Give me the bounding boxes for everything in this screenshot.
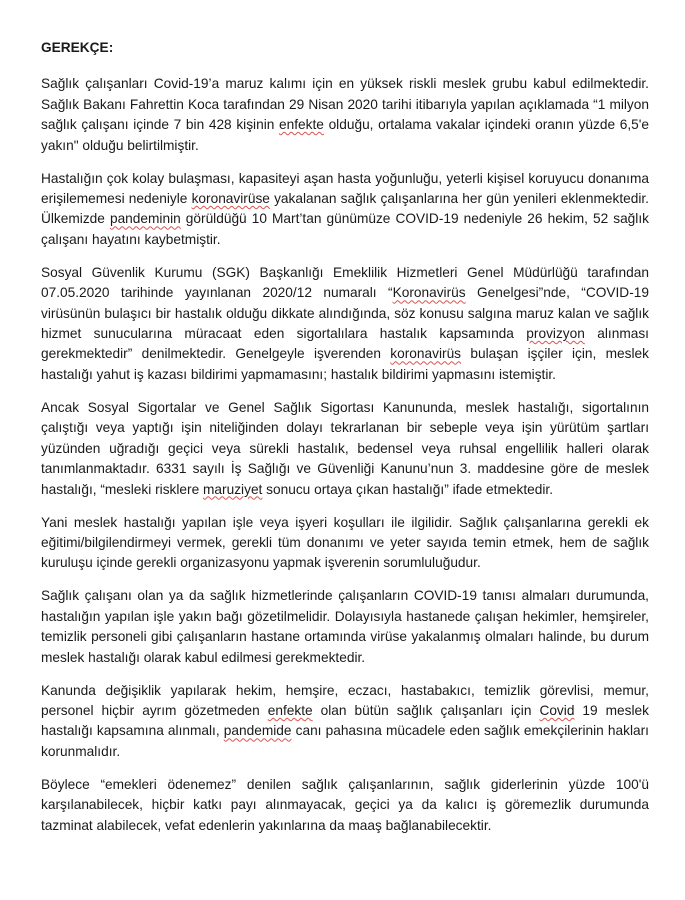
misspelled-word: pandeminin — [109, 211, 181, 227]
text-segment: Sosyal Güvenlik Kurumu (SGK) Başkanlığı Emeklilik Hizmetleri Genel Müdürlüğü tarafından 07.05.2020 tarihinde yayınlanan 2020/12 numaralı “ — [41, 264, 649, 301]
text-segment: Sağlık çalışanı olan ya da sağlık hizmetlerinde çalışanların COVID-19 tanısı almaları durumunda, hastalığın yapılan işle yakın bağı gözetilmelidir. Dolayısıyla hastanede çalışan hekimler, hemşireler, temizlik personeli gibi çalışanların hastane ortamında virüse yakalanmış olmaları halinde, bu durum meslek hastalığı olarak kabul edilmesi gerekmektedir. — [41, 588, 649, 665]
misspelled-word: koronavirüse — [191, 191, 270, 207]
misspelled-word: Covid — [539, 702, 575, 718]
paragraph-5 — [41, 513, 649, 574]
misspelled-word: provizyon — [526, 326, 585, 342]
text-segment: yakalanan sağlık çalışanlarına her gün yenileri eklenmektedir. Ülkemizde — [41, 191, 649, 227]
text-segment: olan bütün sağlık çalışanları için — [312, 702, 540, 718]
paragraph-4 — [41, 398, 649, 500]
paragraph-6 — [41, 586, 649, 668]
misspelled-word: pandemide — [223, 723, 292, 739]
text-segment: bulaşan işçiler için, meslek hastalığı yahut iş kazası bildirimi yapmamasını; hastalık bildirimi yapmasını istemiştir. — [41, 346, 649, 382]
paragraph-7 — [41, 681, 649, 763]
misspelled-word: enfekte — [279, 117, 324, 133]
misspelled-word: Koronavirüs — [392, 285, 466, 301]
text-segment: Ancak Sosyal Sigortalar ve Genel Sağlık Sigortası Kanununda, meslek hastalığı, sigortalının çalıştığı veya yaptığı işin niteliğinden dolayı tekrarlanan bir sebeple veya işin yürütüm şartları yüzünden uğradığı geçici veya sürekli hastalık, bedensel veya ruhsal engellilik halleri olarak tanımlanmaktadır. 6331 sayılı İş Sağlığı ve Güvenliği Kanunu’nun 3. maddesine göre de meslek hastalığı, “mesleki risklere — [41, 399, 649, 497]
paragraph-3 — [41, 263, 649, 385]
text-segment: Sağlık çalışanları Covid-19’a maruz kalımı için en yüksek riskli meslek grubu kabul edilmektedir. Sağlık Bakanı Fahrettin Koca tarafından 29 Nisan 2020 tarihi itibarıyla yapılan açıklamada “1 milyon sağlık çalışanı içinde 7 bin 428 kişinin — [41, 76, 649, 133]
paragraph-2 — [41, 169, 649, 251]
paragraph-8 — [41, 775, 649, 836]
text-segment: Kanunda değişiklik yapılarak hekim, hemşire, eczacı, hastabakıcı, temizlik görevlisi, memur, personel hiçbir ayrım gözetmeden — [41, 682, 649, 718]
misspelled-word: maruziyet — [203, 481, 263, 497]
text-segment: Yani meslek hastalığı yapılan işle veya işyeri koşulları ile ilgilidir. Sağlık çalışanlarına gerekli ek eğitimi/bilgilendirmeyi vermek, gerekli tüm donanımı ve yeter sayıda temin etmek, hem de sağlık kuruluşu içinde gerekli organizasyonu yapmak işverenin sorumluluğudur. — [41, 514, 649, 571]
text-segment: Genelgesi”nde, “COVID-19 virüsünün bulaşıcı bir hastalık olduğu dikkate alındığında, söz konusu salgına maruz kalan ve sağlık hizmet sunucularına müracaat eden sigortalılara hastalık kapsamında — [41, 285, 649, 342]
text-segment: canı pahasına mücadele eden sağlık emekçilerinin hakları korunmalıdır. — [41, 723, 649, 759]
text-segment: alınması gerekmektedir” denilmektedir. Genelgeyle işverenden — [41, 326, 649, 362]
misspelled-word: enfekte — [267, 702, 313, 718]
text-segment: görüldüğü 10 Mart’tan günümüze COVID-19 nedeniyle 26 hekim, 52 sağlık çalışanı hayatını kaybetmiştir. — [41, 211, 649, 247]
misspelled-word: koronavirüs — [390, 346, 462, 362]
document-heading: GEREKÇE: — [41, 40, 114, 55]
text-segment: Böylece “emekleri ödenemez” denilen sağlık çalışanlarının, sağlık giderlerinin yüzde 100'ü karşılanabilecek, hiçbir katkı payı alınmayacak, geçici ya da kalıcı iş göremezlik durumunda tazminat alabilecek, vefat edenlerin yakınlarına da maaş bağlanabilecektir. — [41, 776, 649, 833]
paragraph-1 — [41, 74, 649, 156]
text-segment: olduğu, ortalama vakalar içindeki oranın yüzde 6,5'e yakın" olduğu belirtilmiştir. — [41, 117, 650, 153]
text-segment: sonucu ortaya çıkan hastalığı” ifade etmektedir. — [262, 481, 553, 497]
text-segment: 19 meslek hastalığı kapsamına alınmalı, — [41, 702, 650, 739]
document-page — [41, 38, 649, 836]
text-segment: Hastalığın çok kolay bulaşması, kapasiteyi aşan hasta yoğunluğu, yeterli kişisel koruyucu donanıma erişilememesi nedeniyle — [41, 170, 649, 207]
